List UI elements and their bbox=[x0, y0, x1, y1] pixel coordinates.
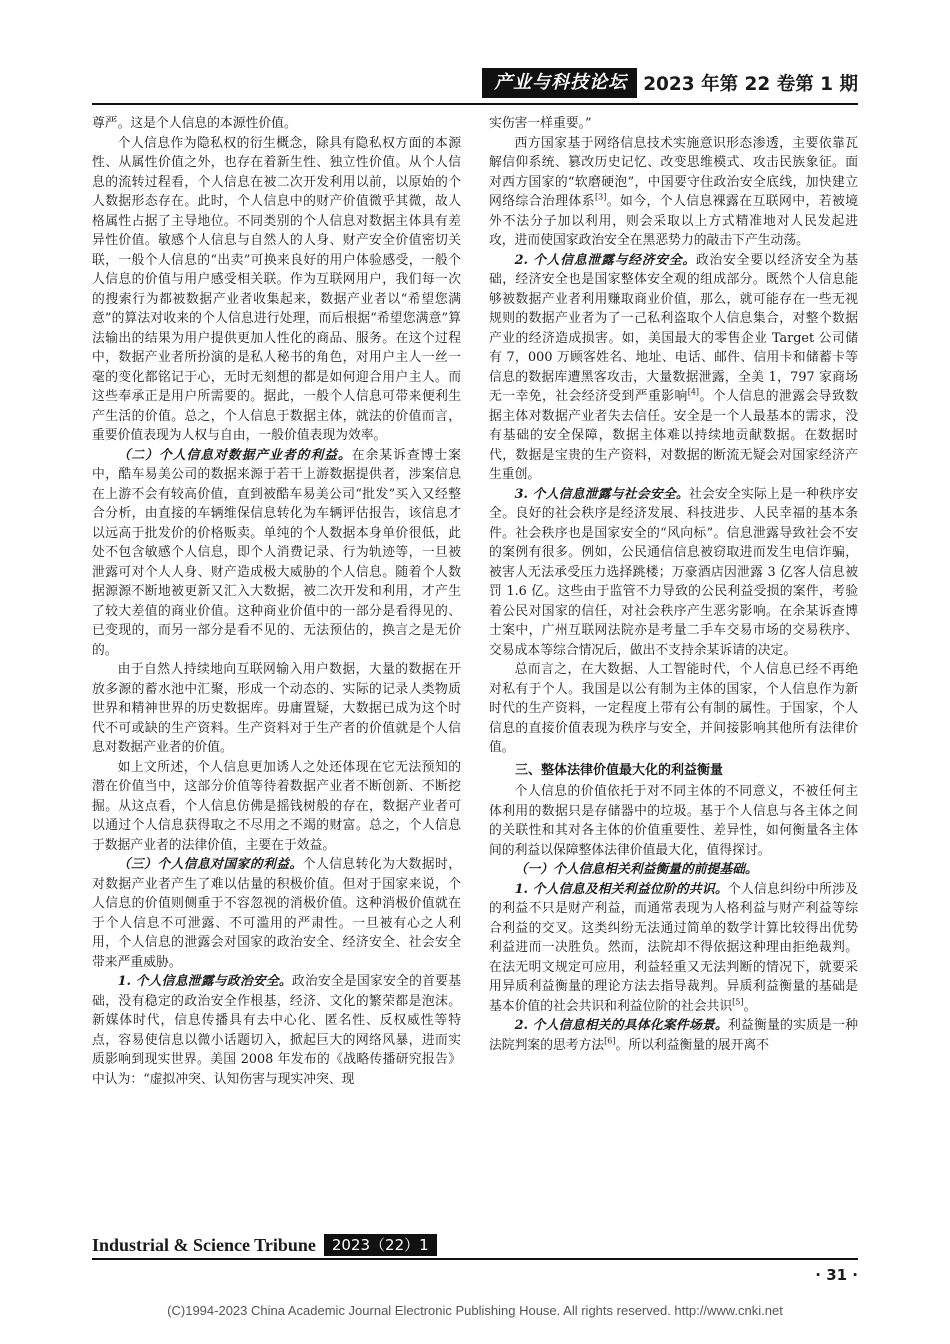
footer-rule bbox=[92, 1258, 858, 1260]
paragraph-text: 在余某诉查博士案中，酷车易美公司的数据来源于若干上游数据提供者，涉案信息在上游不会有较高价值，直到被酷车易美公司“批发”买入又经整合分析，由直接的车辆维保信息转化为车辆评估报告，该信息才以远高于批发价的价格贩卖。单纯的个人数据本身单价很低，此处不包含敏感个人信息，即个人消费记录、行为轨迹等，一旦被泄露可对个人人身、财产造成极大威胁的个人信息。随着个人数据源源不断地被更新又汇入大数据，被二次开发和利用，才产生了较大差值的商业价值。这种商业价值中的一部分是看得见的、已变现的，而另一部分是看不见的、无法预估的，换言之是无价的。 bbox=[92, 447, 461, 658]
paragraph bbox=[92, 134, 461, 446]
right-column bbox=[489, 114, 858, 1254]
subsection-label: （一）个人信息相关利益衡量的前提基础。 bbox=[514, 862, 758, 877]
paragraph-text: 实伤害一样重要。” bbox=[489, 116, 592, 131]
paragraph bbox=[489, 485, 858, 661]
subsection-label: 2. 个人信息泄露与经济安全。 bbox=[514, 252, 696, 268]
paragraph-text: 总而言之，在大数据、人工智能时代，个人信息已经不再绝对私有于个人。我国是以公有制为主体的国家，个人信息作为新时代的生产资料，一定程度上带有公有制的属性。于国家，个人信息的直接价值表现为秩序与安全，并间接影响其他所有法律价值。 bbox=[489, 662, 858, 755]
paragraph-text-tail: 。 bbox=[743, 998, 757, 1014]
paragraph bbox=[92, 972, 461, 1089]
subsection-label: （三）个人信息对国家的利益。 bbox=[117, 857, 303, 872]
subsection-label: 1. 个人信息及相关利益位阶的共识。 bbox=[514, 881, 728, 897]
paragraph-text: 社会安全实际上是一种秩序安全。良好的社会秩序是经济发展、科技进步、人民幸福的基本条件。社会秩序也是国家安全的“风向标”。信息泄露导致社会不安的案例有很多。例如，公民通信信息被窃取进而发生电信诈骗，被害人无法承受压力选择跳楼；万豪酒店因泄露 3 亿客人信息被罚 1.6 亿。这些由于监管不力导致的公民利益受损的案件，考验着公民对国家的信任，对社会秩序产生恶劣影响。在余某诉查博士案中，广州互联网法院亦是考量二手车交易市场的交易秩序、交易成本等综合情况后，做出不支持余某诉请的决定。 bbox=[489, 486, 858, 658]
footer-journal-en: Industrial & Science Tribune bbox=[92, 1234, 316, 1255]
section-heading bbox=[489, 761, 858, 781]
paragraph bbox=[489, 660, 858, 758]
paragraph-text: 由于自然人持续地向互联网输入用户数据，大量的数据在开放多源的蓄水池中汇聚，形成一个动态的、实际的记录人类物质世界和精神世界的历史数据库。毋庸置疑，大数据已成为这个时代不可或缺的生产资料。生产资料对于生产者的价值就是个人信息对数据产业者的价值。 bbox=[92, 662, 461, 755]
paragraph-text: 个人信息作为隐私权的衍生概念，除具有隐私权方面的本源性、从属性价值之外，也存在着新生性、独立性价值。从个人信息的流转过程看，个人信息在被二次开发利用以前，以原始的个人数据形态存在。此时，个人信息中的财产价值微乎其微，故人格属性占据了主导地位。不同类别的个人信息对数据主体具有差异性价值。敏感个人信息与自然人的人身、财产安全价值密切关联，一般个人信息的“出卖”可换来良好的用户体验感受，一般个人信息的价值与用户感受相关联。作为互联网用户，我们每一次的搜索行为都被数据产业者收集起来，数据产业者以“希望您满意”的算法对收来的个人信息进行处理，而后根据“希望您满意”算法输出的结果为用户提供更加人性化的商品、服务。在这个过程中，数据产业者所扮演的是私人秘书的角色，对用户主人一丝一毫的变化都铭记于心，无时无刻想的都是如何迎合用户主人。而这些奉承正是用户所需要的。据此，一般个人信息可带来便利生产生活的价值。总之，个人信息于数据主体，就法的价值而言，重要价值表现为人权与自由，一般价值表现为效率。 bbox=[92, 135, 461, 443]
paragraph bbox=[92, 446, 461, 661]
paragraph bbox=[489, 860, 858, 880]
citation-ref: [4] bbox=[687, 387, 700, 397]
paragraph bbox=[92, 758, 461, 856]
paragraph-text-tail: 。如今，个人信息裸露在互联网中，若被境外不法分子加以利用，则会采取以上方式精准地对人民发起进攻，进而使国家政治安全在黑恶势力的敲击下产生动荡。 bbox=[489, 194, 858, 248]
paragraph-text: 尊严。这是个人信息的本源性价值。 bbox=[92, 116, 297, 131]
journal-title-box: 产业与科技论坛 bbox=[482, 68, 637, 98]
paragraph bbox=[92, 855, 461, 972]
paragraph-text: 个人信息转化为大数据时，对数据产业者产生了难以估量的积极价值。但对于国家来说，个人信息的价值则侧重于不容忽视的消极价值。这种消极价值就在于个人信息不可泄露、不可滥用的严肃性。一旦被有心之人利用，个人信息的泄露会对国家的政治安全、经济安全、社会安全带来严重威胁。 bbox=[92, 857, 461, 970]
citation-ref: [3] bbox=[594, 192, 607, 202]
citation-ref: [5] bbox=[732, 997, 744, 1007]
article-body bbox=[92, 114, 858, 1254]
paragraph-text: 西方国家基于网络信息技术实施意识形态渗透，主要依靠瓦解信仰系统、篡改历史记忆、改变思维模式、攻击民族象征。面对西方国家的“软磨硬泡”，中国要守住政治安全底线，加快建立网络综合治理体系 bbox=[489, 135, 858, 209]
paragraph bbox=[489, 134, 858, 251]
paragraph-text: 个人信息纠纷中所涉及的利益不只是财产利益，而通常表现为人格利益与财产利益等综合利益的交叉。这类纠纷无法通过简单的数学计算比较得出优势利益进而一决胜负。然而，法院却不得依据这种理由拒绝裁判。在法无明文规定可应用，利益轻重又无法判断的情况下，就要采用异质利益衡量的理论方法去指导裁判。异质利益衡量的基础是基本价值的社会共识和利益位阶的社会共识 bbox=[489, 881, 858, 1014]
header-rule bbox=[92, 103, 858, 105]
footer bbox=[92, 1234, 437, 1256]
subsection-label: 1. 个人信息泄露与政治安全。 bbox=[117, 974, 292, 989]
citation-ref: [6] bbox=[604, 1036, 616, 1046]
paragraph-text: 如上文所述，个人信息更加诱人之处还体现在它无法预知的潜在价值当中，这部分价值等待着数据产业者不断创新、不断挖掘。从这点看，个人信息仿佛是摇钱树般的存在，数据产业者可以通过个人信息获得取之不尽用之不竭的财富。总之，个人信息于数据产业者的法律价值，主要在于效益。 bbox=[92, 759, 461, 853]
paragraph-text: 政治安全要以经济安全为基础，经济安全也是国家整体安全观的组成部分。既然个人信息能够被数据产业者利用赚取商业价值，那么，就可能存在一些无视规则的数据产业者为了一己私利盗取个人信息集合，对整个数据产业的经济造成损害。如，美国最大的零售企业 Target 公司储有 7，000 万顾客姓名、地址、电话、邮件、信用卡和储蓄卡等信息的数据库遭黑客攻击，大量数据泄露，全美 1，797 家商场无一幸免，社会经济受到严重影响 bbox=[489, 252, 858, 404]
copyright-line: (C)1994-2023 China Academic Journal Electronic Publishing House. All rights reserved. http://www.cnki.net bbox=[167, 1303, 783, 1318]
paragraph bbox=[489, 114, 858, 134]
paragraph-text: 利益衡量的实质是一种法院判案的思考方法 bbox=[489, 1018, 858, 1053]
paragraph-text: 个人信息的价值依托于对不同主体的不同意义，不被任何主体利用的数据只是存储器中的垃圾。基于个人信息与各主体之间的关联性和其对各主体的价值重要性、差异性，如何衡量各主体间的利益以保障整体法律价值最大化，值得探讨。 bbox=[489, 784, 858, 858]
subsection-label: （二）个人信息对数据产业者的利益。 bbox=[117, 447, 352, 463]
paragraph bbox=[489, 782, 858, 860]
paragraph-text-tail: 。所以利益衡量的展开离不 bbox=[615, 1037, 770, 1053]
paragraph-text: 政治安全是国家安全的首要基础，没有稳定的政治安全作根基，经济、文化的繁荣都是泡沫。新媒体时代，信息传播具有去中心化、匿名性、反权威性等特点，容易使信息以微小话题切入，掀起巨大的网络风暴，进而实质影响到现实世界。美国 2008 年发布的《战略传播研究报告》中认为：“虚拟冲突、认知伤害与现实冲突、现 bbox=[92, 974, 461, 1087]
paragraph bbox=[489, 1016, 858, 1055]
page-number: · 31 · bbox=[815, 1266, 858, 1284]
paragraph bbox=[92, 660, 461, 758]
paragraph bbox=[489, 880, 858, 1017]
running-header bbox=[482, 68, 858, 98]
paragraph-text-tail: 。个人信息的泄露会导致数据主体对数据产业者失去信任。安全是一个人最基本的需求，没有基础的安全保障，数据主体难以持续地贡献数据。在数据时代，数据是宝贵的生产资料，对数据的断流无疑会对国家经济产生重创。 bbox=[489, 389, 858, 482]
subsection-label: 3. 个人信息泄露与社会安全。 bbox=[514, 486, 689, 502]
footer-issue-box: 2023（22）1 bbox=[324, 1234, 437, 1256]
issue-info: 2023 年第 22 卷第 1 期 bbox=[643, 74, 858, 95]
paragraph bbox=[489, 251, 858, 485]
left-column bbox=[92, 114, 461, 1254]
subsection-label: 2. 个人信息相关的具体化案件场景。 bbox=[514, 1018, 728, 1033]
paragraph bbox=[92, 114, 461, 134]
section-heading-text: 三、整体法律价值最大化的利益衡量 bbox=[515, 762, 724, 778]
